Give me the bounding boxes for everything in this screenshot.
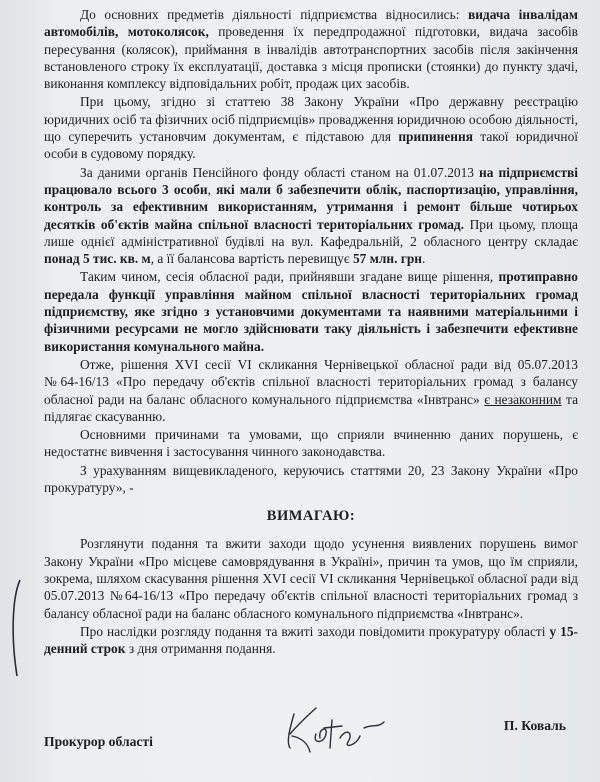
body-paragraph	[44, 426, 578, 461]
text-run: Основними причинами та умовами, що сприяли вчиненню даних порушень, є недостатнє вивчення і застосування чинного законодавства.	[44, 427, 578, 460]
handwritten-signature	[280, 698, 400, 758]
text-run: та підлягає скасуванню.	[44, 391, 579, 424]
bold-text-run: припинення	[398, 129, 473, 145]
text-run: До основних предметів діяльності підприємства відносились:	[80, 7, 468, 22]
text-run: При цьому, згідно зі статтею 38 Закону України «Про державну реєстрацію юридичних осіб та фізичних осіб підприємців» провадження юридичною особою діяльності, що суперечить установчим документам, є підставою для	[44, 94, 578, 145]
text-run: проведення їх передпродажної підготовки, видача засобів пересування (колясок), приймання в інвалідів автотранспортних засобів після закінчення встановленого строку їх експлуатації, доставка з місця прописки (стоянки) до пункту здачі, виконання комплексу відповідальних робіт, продаж цих засобів.	[44, 24, 578, 92]
text-run: Розглянути подання та вжити заходи щодо усунення виявлених порушень вимог Закону України «Про місцеве самоврядування в Україні», причин та умов, що їм сприяли, зокрема, шляхом скасування рішення XVI сесії VI скликання Чернівецької обласної ради від 05.07.2013 №64-16/13 «Про передачу об'єктів спільної власності територіальних громад з балансу обласної ради на баланс обласного комунального підприємства «Інвтранс».	[44, 536, 578, 621]
text-run: Таким чином, сесія обласної ради, прийнявши згадане вище рішення,	[80, 269, 499, 285]
signatory-name: П. Коваль	[503, 718, 566, 733]
bold-text-run: у 15-денний строк	[44, 623, 578, 657]
text-run: , а її балансова вартість перевищує	[150, 251, 353, 267]
text-run: ,	[207, 181, 217, 197]
body-paragraph	[44, 462, 578, 497]
text-run: За даними органів Пенсійного фонду області станом на 01.07.2013	[80, 164, 480, 180]
body-paragraph	[44, 164, 578, 268]
bold-text-run: понад 5 тис. кв. м	[44, 251, 151, 267]
text-run: При цьому, площа лише однієї адміністративної будівлі на вул. Кафедральній, 2 обласного центру складає	[44, 216, 579, 249]
signature-title: Прокурор області	[44, 734, 153, 749]
bold-text-run: на підприємстві працювало всього 3 особи	[44, 164, 578, 197]
demand-paragraph	[44, 623, 578, 658]
text-run: .	[422, 251, 426, 267]
bold-text-run: протиправно передала функції управління майном спільної власності територіальних громад підприємству, яке згідно з установчими документами та наявними матеріальними і фізичними ресурсами не могло здійснювати таку діяльність і забезпечити ефективне використання комунального майна.	[44, 269, 578, 354]
body-paragraph	[44, 356, 578, 425]
demand-paragraph	[44, 535, 578, 621]
bold-text-run: видача інвалідам автомобілів, мотоколясок,	[44, 7, 578, 40]
text-run: Про наслідки розгляду подання та вжиті заходи повідомити прокуратуру області	[80, 623, 550, 639]
body-paragraph	[44, 268, 578, 354]
margin-bracket-mark	[8, 578, 24, 678]
demand-heading: ВИМАГАЮ:	[266, 508, 356, 525]
signature-block	[44, 718, 578, 764]
bold-text-run: які мали б забезпечити облік, паспортизацію, управління, контроль за ефективним використанням, утримання і ремонт більше чотирьох десятків об'єктів майна спільної власності територіальних громад.	[44, 181, 578, 232]
text-run: З урахуванням вищевикладеного, керуючись статтями 20, 23 Закону України «Про прокуратуру», -	[44, 462, 578, 496]
bold-text-run: 57 млн. грн	[352, 251, 423, 267]
underlined-text-run: є незаконним	[484, 391, 562, 407]
document-body	[44, 6, 578, 496]
text-run: такої юридичної особи в судовому порядку.	[44, 129, 578, 162]
text-run: з дня отримання подання.	[125, 641, 276, 657]
body-paragraph	[44, 93, 578, 162]
body-paragraph	[44, 6, 578, 92]
demands-section	[44, 535, 578, 657]
text-run: Отже, рішення XVI сесії VI скликання Чернівецької обласної ради від 05.07.2013 №64-16/13 «Про передачу об'єктів спільної власності територіальних громад з балансу обласної ради на баланс обласного комунального підприємства «Інвтранс»	[44, 356, 578, 407]
